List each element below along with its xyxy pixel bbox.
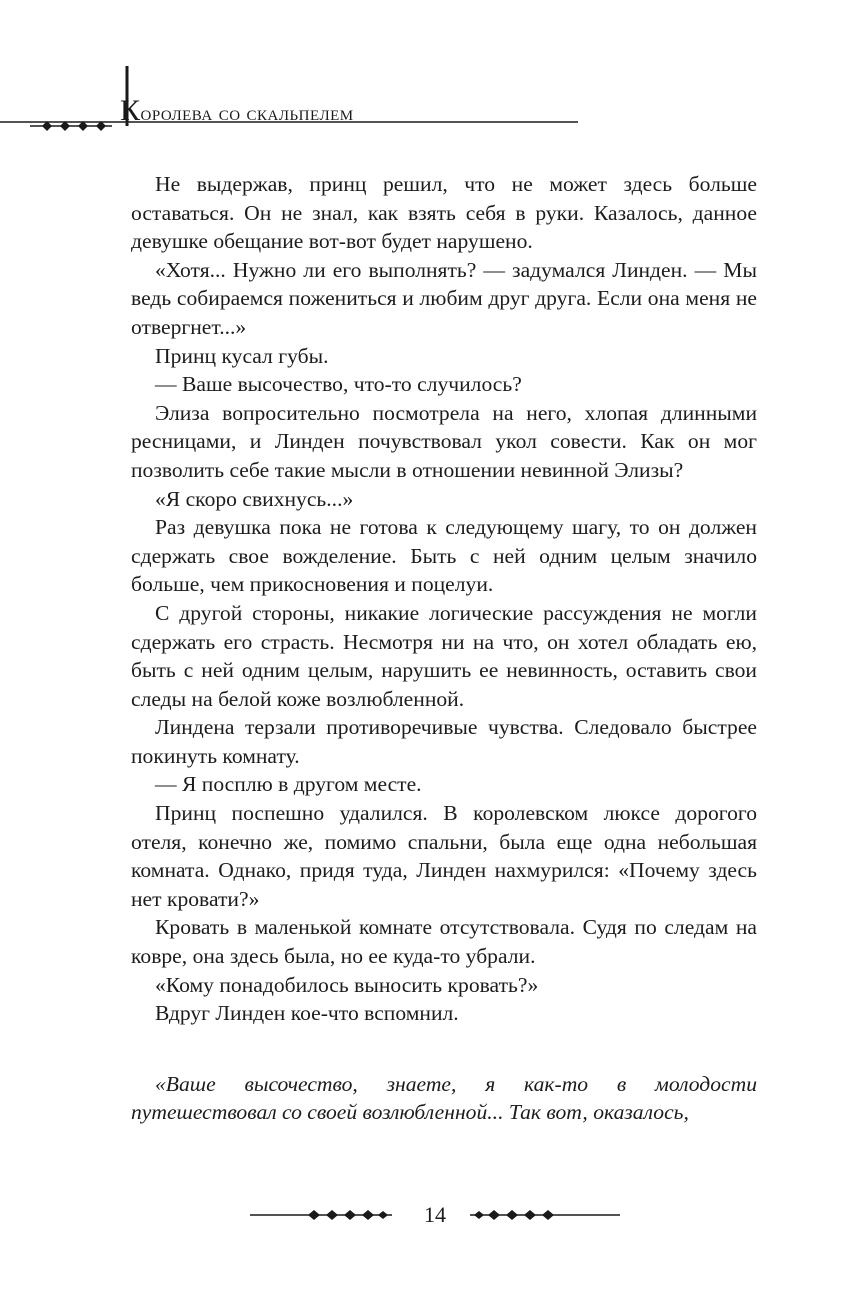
paragraph: Линдена терзали противоречивые чувства. Следовало быстрее покинуть комнату.: [131, 715, 757, 768]
page-number: 14: [424, 1202, 446, 1227]
paragraph: Принц кусал губы.: [155, 343, 329, 368]
paragraph: С другой стороны, никакие логические рассуждения не могли сдержать его страсть. Несмотря ни на что, он хотел обладать ею, быть с ней одним целым, нарушить ее невинность, оставить свои следы на белой коже возлюбленной.: [131, 600, 757, 711]
paragraph: Кровать в маленькой комнате отсутствовала. Судя по следам на ковре, она здесь была, но ее куда-то убрали.: [131, 915, 757, 969]
section-gap: [131, 1028, 757, 1070]
paragraph: Не выдержав, принц решил, что не может здесь больше оставаться. Он не знал, как взять себя в руки. Казалось, данное девушке обещание вот-вот будет нарушено.: [131, 172, 757, 254]
page-footer: [0, 1195, 844, 1235]
body-text: [131, 170, 757, 1127]
italic-passage: «Ваше высочество, знаете, я как-то в молодости путешествовал со своей возлюбленной... Так вот, оказалось,: [131, 1071, 757, 1125]
paragraph: — Ваше высочество, что-то случилось?: [155, 372, 522, 397]
paragraph: Элиза вопросительно посмотрела на него, хлопая длинными ресницами, и Линден почувствовал укол совести. Как он мог позволить себе такие мысли в отношении невинной Элизы?: [131, 400, 757, 482]
paragraph: «Кому понадобилось выносить кровать?»: [155, 972, 539, 997]
paragraph: «Я скоро свихнусь...»: [155, 486, 354, 511]
paragraph: Раз девушка пока не готова к следующему шагу, то он должен сдержать свое вожделение. Быть с ней одним целым значило больше, чем прикосновения и поцелуи.: [131, 515, 757, 597]
paragraph: — Я посплю в другом месте.: [155, 772, 422, 797]
running-header: [0, 60, 600, 140]
paragraph: «Хотя... Нужно ли его выполнять? — задумался Линден. — Мы ведь собираемся пожениться и любим друг друга. Если она меня не отвергнет...»: [131, 257, 757, 339]
paragraph: Вдруг Линден кое-что вспомнил.: [155, 1001, 459, 1026]
paragraph: Принц поспешно удалился. В королевском люксе дорогого отеля, конечно же, помимо спальни, была еще одна небольшая комната. Однако, придя туда, Линден нахмурился: «Почему здесь нет кровати?»: [131, 801, 757, 911]
running-title: Королева со скальпелем: [120, 94, 354, 127]
